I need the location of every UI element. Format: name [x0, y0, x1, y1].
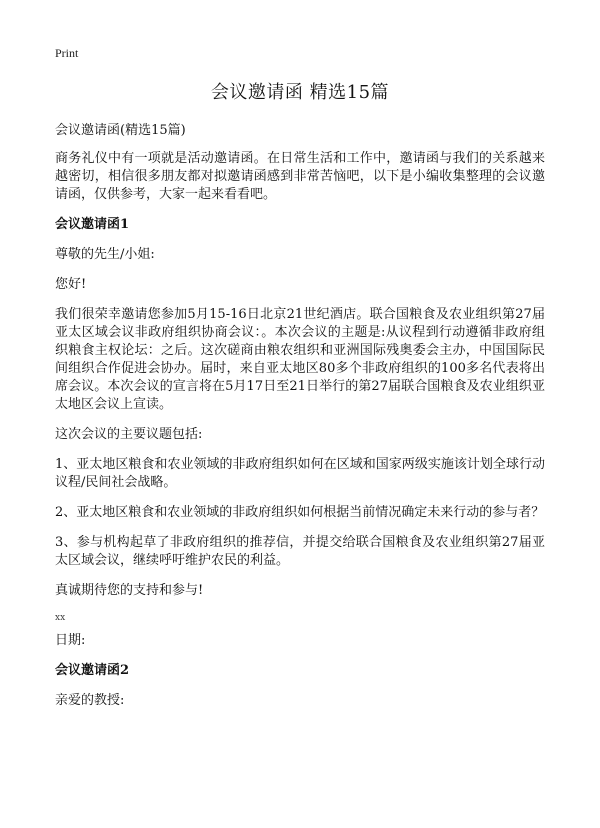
topic-item-3: 3、参与机构起草了非政府组织的推荐信，并提交给联合国粮食及农业组织第27届亚太区域会议，继续呼吁维护农民的利益。	[55, 535, 545, 568]
body-paragraph-1: 我们很荣幸邀请您参加5月15-16日北京21世纪酒店。联合国粮食及农业组织第27届亚太区域会议非政府组织协商会议：。本次会议的主题是:从议程到行动遵循非政府组织粮食主权论坛：之后。这次磋商由粮农组织和亚洲国际残奥委会主办，中国国际民间组织合作促进会协办。届时，来自亚太地区80多个非政府组织的100多名代表将出席会议。本次会议的宣言将在5月17日至21日举行的第27届联合国粮食及农业组织亚太地区会议上宣读。	[55, 307, 545, 412]
topic-item-2: 2、亚太地区粮食和农业领域的非政府组织如何根据当前情况确定未来行动的参与者？	[55, 505, 545, 520]
print-link[interactable]: Print	[55, 46, 79, 60]
topic-item-1: 1、亚太地区粮食和农业领域的非政府组织如何在区域和国家两级实施该计划全球行动议程/民间社会战略。	[55, 457, 545, 490]
signature: xx	[55, 613, 66, 623]
salutation-2: 亲爱的教授:	[55, 693, 125, 708]
document-body	[55, 122, 545, 722]
section-heading-1: 会议邀请函1	[55, 217, 130, 232]
closing-line: 真诚期待您的支持和参与!	[55, 583, 204, 598]
salutation-1: 尊敬的先生/小姐:	[55, 247, 155, 262]
topics-intro: 这次会议的主要议题包括:	[55, 427, 203, 442]
greeting-1: 您好!	[55, 277, 87, 292]
document-subtitle: 会议邀请函(精选15篇)	[55, 123, 186, 138]
date-label: 日期:	[55, 633, 86, 648]
intro-paragraph: 商务礼仪中有一项就是活动邀请函。在日常生活和工作中，邀请函与我们的关系越来越密切，相信很多朋友都对拟邀请函感到非常苦恼吧，以下是小编收集整理的会议邀请函，仅供参考，大家一起来看看吧。	[55, 151, 545, 202]
page-title: 会议邀请函 精选15篇	[210, 82, 390, 103]
section-heading-2: 会议邀请函2	[55, 663, 130, 678]
